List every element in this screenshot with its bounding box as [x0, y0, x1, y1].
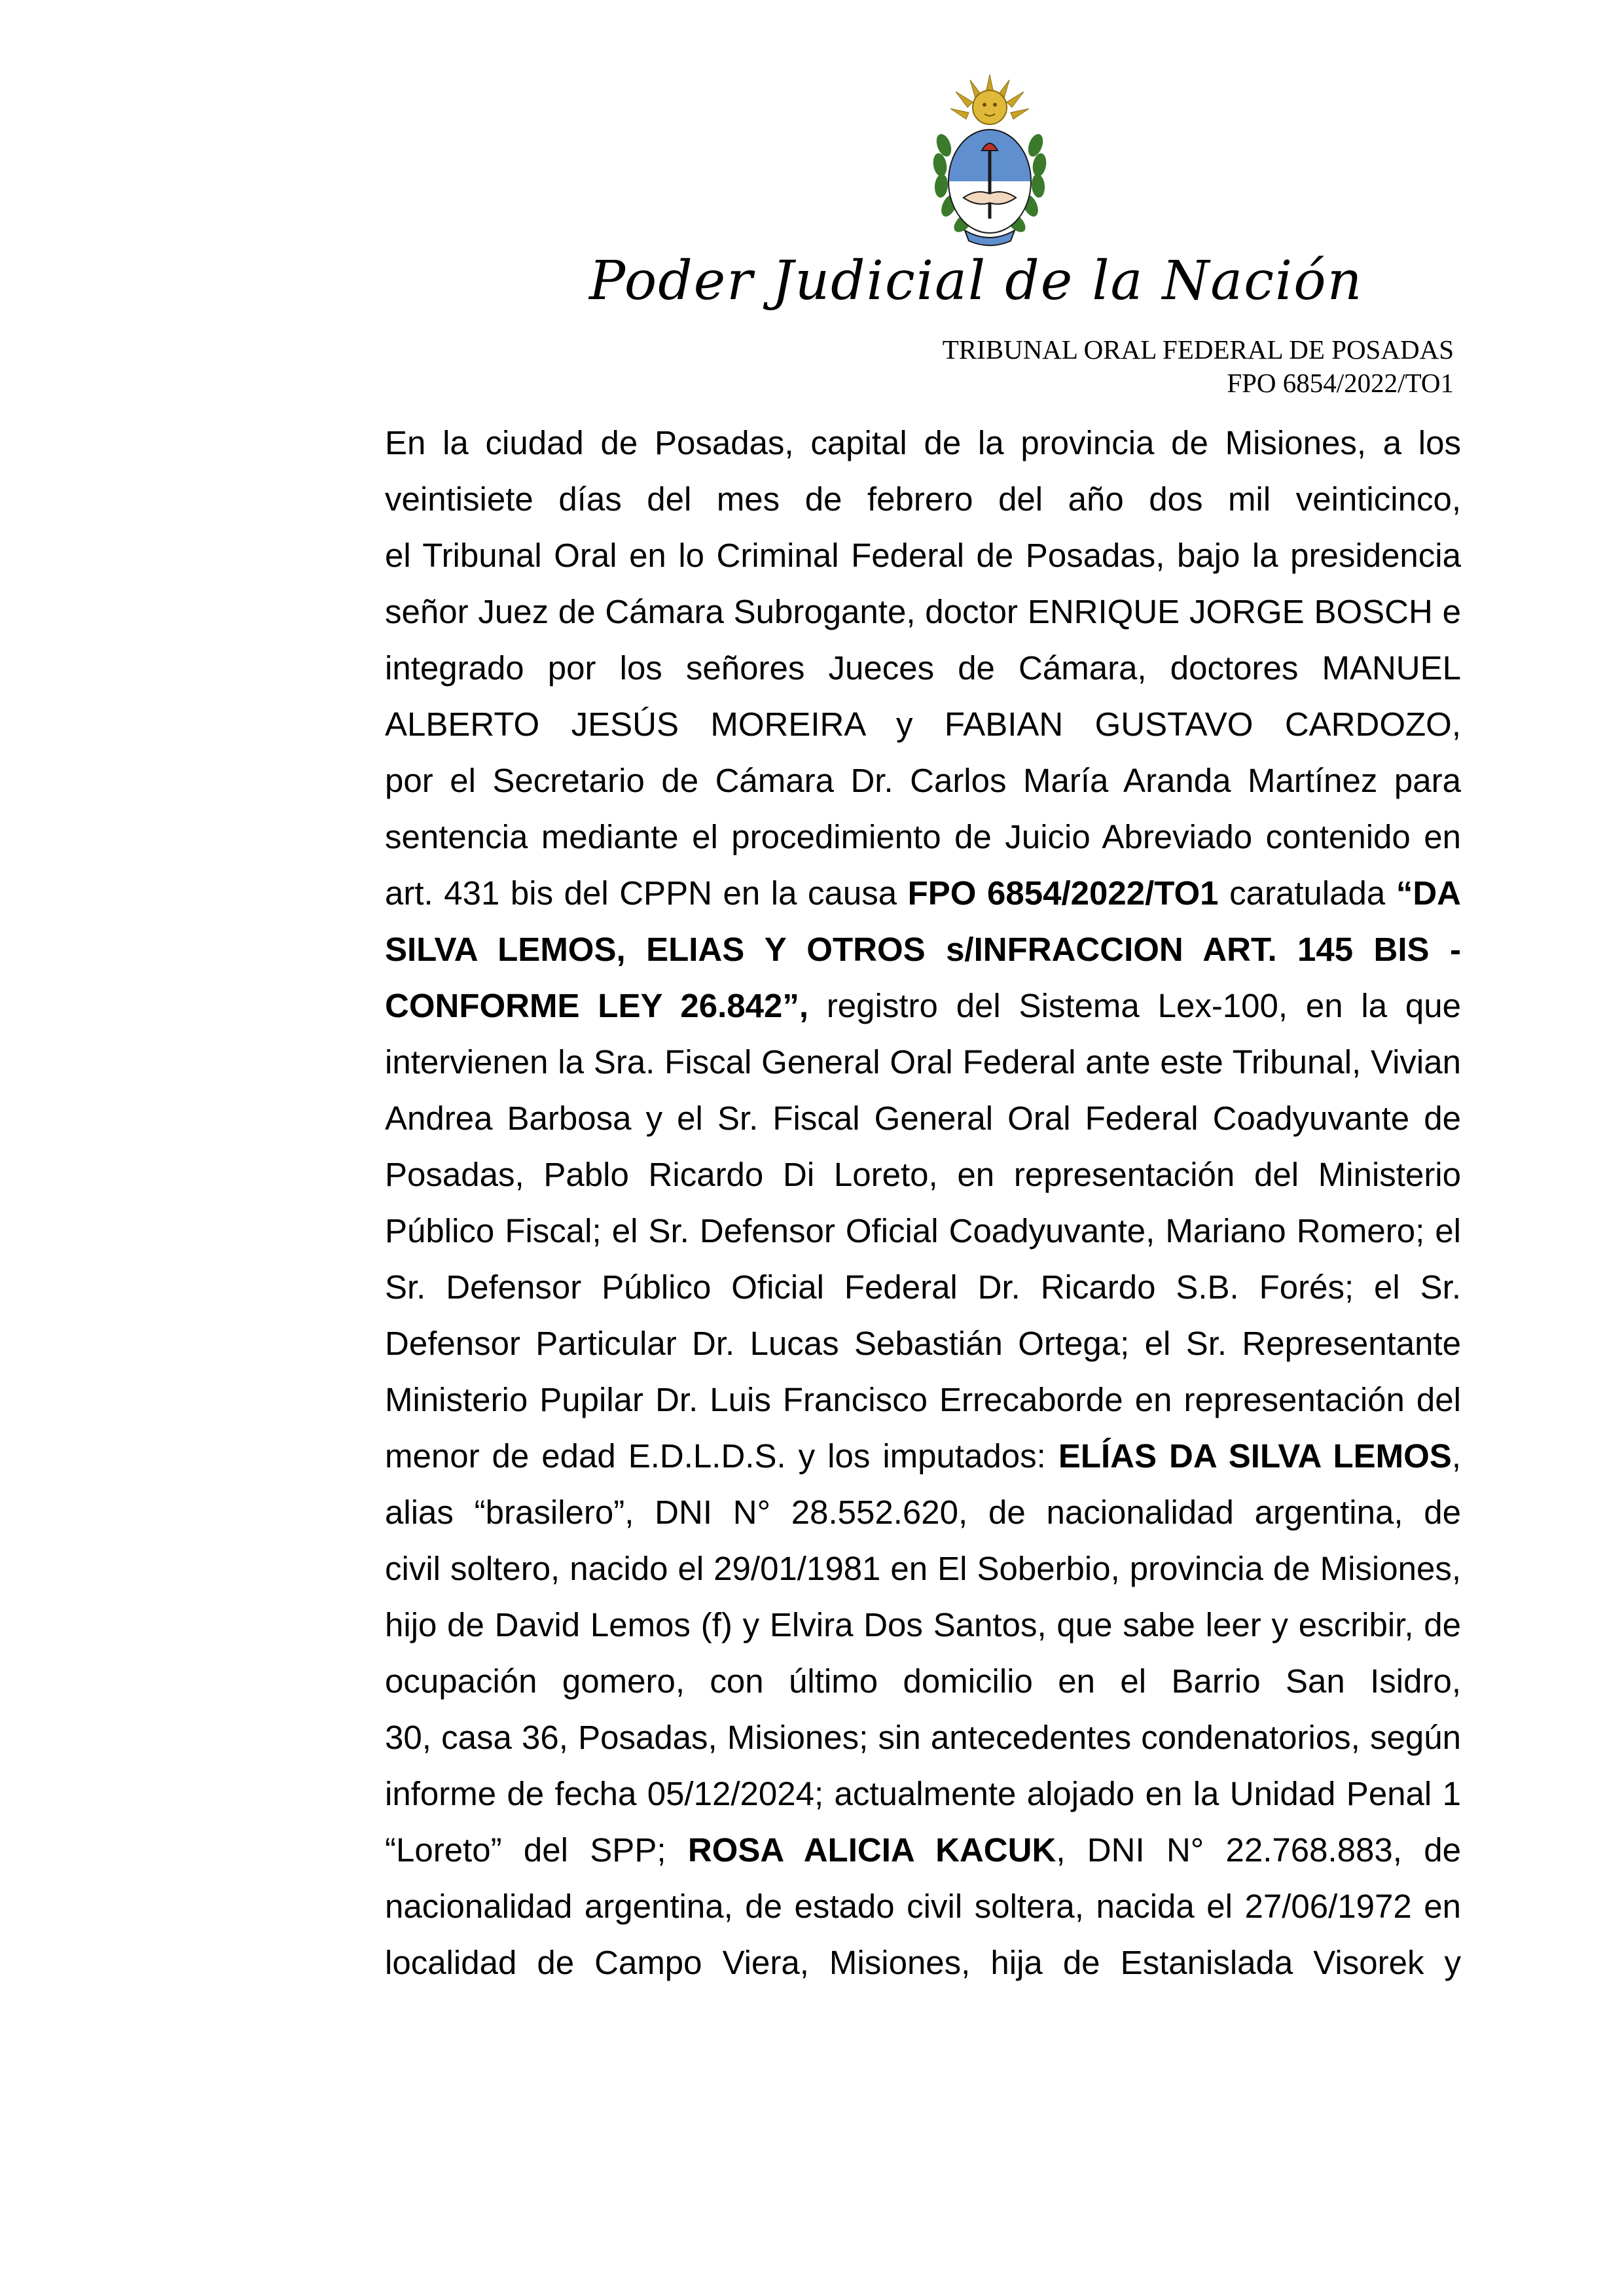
defendant-name-bold: ROSA ALICIA KACUK: [687, 1831, 1056, 1869]
body-line: [385, 1822, 1461, 1878]
body-line: informe de fecha 05/12/2024; actualmente alojado en la Unidad Penal 1: [385, 1775, 1461, 1812]
body-line: civil soltero, nacido el 29/01/1981 en El Soberbio, provincia de Misiones,: [385, 1550, 1461, 1587]
body-line: nacionalidad argentina, de estado civil soltera, nacida el 27/06/1972 en: [385, 1888, 1461, 1925]
body-line: integrado por los señores Jueces de Cámara, doctores MANUEL: [385, 649, 1461, 687]
case-title-line: SILVA LEMOS, ELIAS Y OTROS s/INFRACCION ART. 145 BIS -: [385, 931, 1461, 968]
body-line: alias “brasilero”, DNI N° 28.552.620, de nacionalidad argentina, de: [385, 1494, 1461, 1531]
case-reference: FPO 6854/2022/TO1: [1227, 368, 1454, 398]
body-line: ocupación gomero, con último domicilio en el Barrio San Isidro,: [385, 1662, 1461, 1700]
body-text-run: registro del Sistema Lex-100, en la que: [826, 987, 1461, 1024]
body-line: Andrea Barbosa y el Sr. Fiscal General Oral Federal Coadyuvante de: [385, 1100, 1461, 1137]
court-name: TRIBUNAL ORAL FEDERAL DE POSADAS: [942, 334, 1454, 365]
body-line: [385, 865, 1461, 922]
case-title-bold: “DA: [1396, 874, 1461, 912]
argentine-coat-of-arms-icon: [924, 73, 1055, 250]
body-line: [385, 1428, 1461, 1484]
institution-title: Poder Judicial de la Nación: [589, 250, 1363, 312]
body-line: 30, casa 36, Posadas, Misiones; sin antecedentes condenatorios, según: [385, 1719, 1461, 1756]
body-line: Sr. Defensor Público Oficial Federal Dr. Ricardo S.B. Forés; el Sr.: [385, 1268, 1461, 1306]
body-line: Posadas, Pablo Ricardo Di Loreto, en representación del Ministerio: [385, 1156, 1461, 1193]
body-line: localidad de Campo Viera, Misiones, hija de Estanislada Visorek y: [385, 1944, 1461, 1981]
body-text-run: menor de edad E.D.L.D.S. y los imputados:: [385, 1437, 1046, 1475]
defendant-name-bold: ELÍAS DA SILVA LEMOS: [1058, 1437, 1452, 1475]
body-line: el Tribunal Oral en lo Criminal Federal de Posadas, bajo la presidencia: [385, 537, 1461, 574]
body-text-run: ,: [1451, 1437, 1461, 1475]
body-line: Defensor Particular Dr. Lucas Sebastián Ortega; el Sr. Representante: [385, 1325, 1461, 1362]
body-line: hijo de David Lemos (f) y Elvira Dos Santos, que sabe leer y escribir, de: [385, 1606, 1461, 1643]
body-text-run: art. 431 bis del CPPN en la causa: [385, 874, 897, 912]
body-text-run: , DNI N° 22.768.883, de: [1056, 1831, 1461, 1869]
body-line: veintisiete días del mes de febrero del año dos mil veinticinco,: [385, 480, 1461, 518]
case-number-bold: FPO 6854/2022/TO1: [907, 874, 1219, 912]
body-line: señor Juez de Cámara Subrogante, doctor ENRIQUE JORGE BOSCH e: [385, 593, 1461, 630]
case-title-bold: CONFORME LEY 26.842”,: [385, 987, 809, 1024]
body-line: En la ciudad de Posadas, capital de la provincia de Misiones, a los: [385, 424, 1461, 461]
body-text-run: caratulada: [1229, 874, 1386, 912]
body-line: [385, 978, 1461, 1034]
body-line: por el Secretario de Cámara Dr. Carlos María Aranda Martínez para: [385, 762, 1461, 799]
body-line: ALBERTO JESÚS MOREIRA y FABIAN GUSTAVO CARDOZO,: [385, 706, 1461, 743]
body-text-run: “Loreto” del SPP;: [385, 1831, 666, 1869]
body-line: Ministerio Pupilar Dr. Luis Francisco Errecaborde en representación del: [385, 1381, 1461, 1418]
document-body: [385, 415, 1461, 1991]
body-line: sentencia mediante el procedimiento de Juicio Abreviado contenido en: [385, 818, 1461, 855]
body-line: intervienen la Sra. Fiscal General Oral Federal ante este Tribunal, Vivian: [385, 1043, 1461, 1081]
body-line: Público Fiscal; el Sr. Defensor Oficial Coadyuvante, Mariano Romero; el: [385, 1212, 1461, 1249]
